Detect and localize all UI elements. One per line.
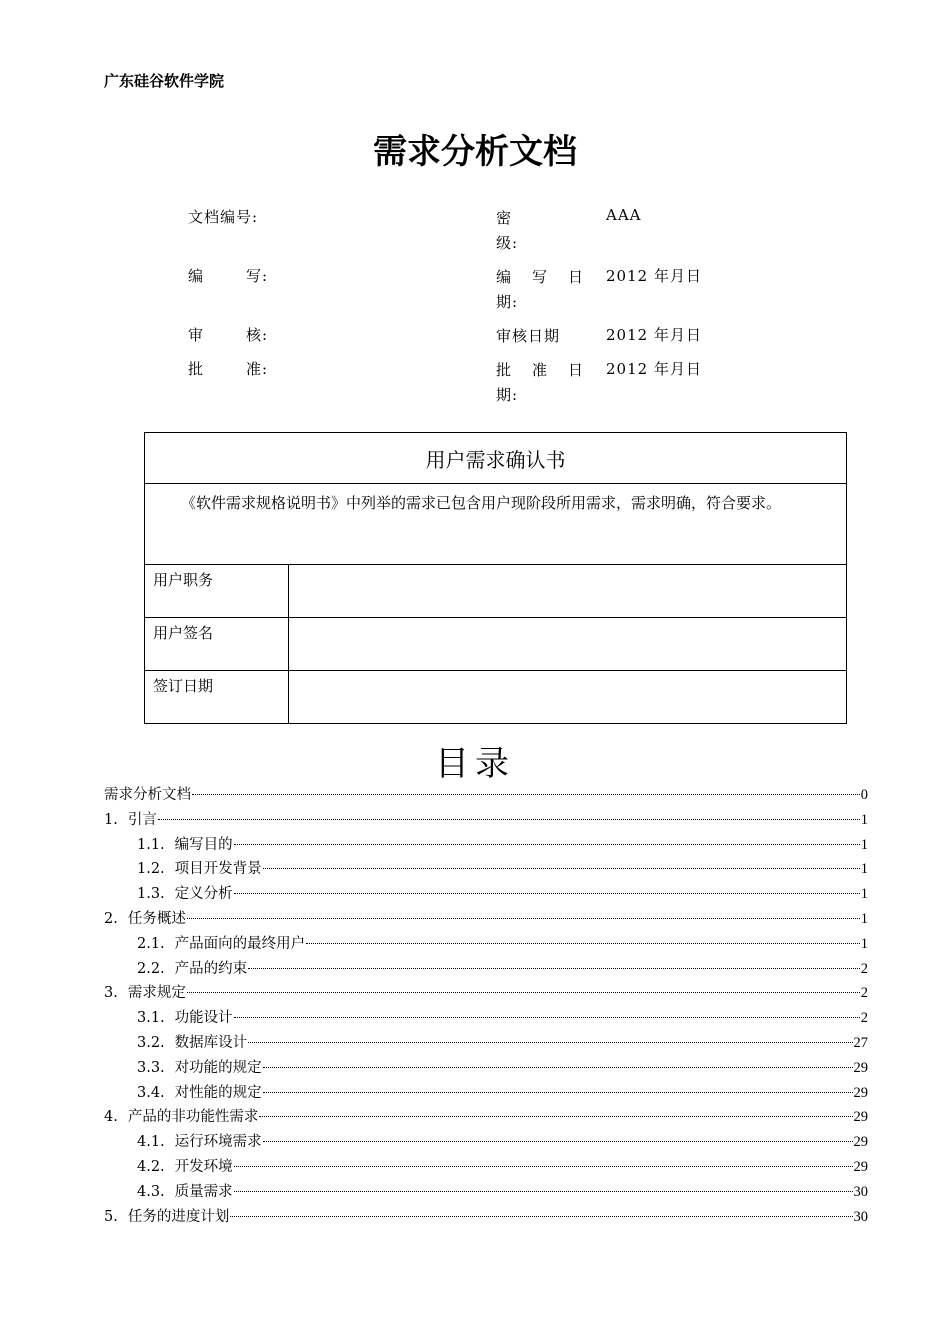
field-label-signature: 用户签名 xyxy=(145,618,289,671)
toc-entry-number: 1. xyxy=(104,811,118,828)
secret-label xyxy=(496,206,592,256)
header-org: 广东硅谷软件学院 xyxy=(104,72,225,90)
toc-entry-page: 1 xyxy=(860,836,868,853)
approve-date-label-c: 日 xyxy=(567,361,584,379)
toc-leader xyxy=(259,1116,852,1117)
toc-entry-page: 29 xyxy=(853,1109,868,1126)
toc-entry[interactable] xyxy=(104,957,868,982)
doc-no-label: 文档编号: xyxy=(188,208,259,226)
toc-leader xyxy=(248,1042,852,1043)
toc-entry-text: 引言 xyxy=(127,811,157,828)
toc-entry-number: 1.1. xyxy=(137,836,165,853)
secret-value: AAA xyxy=(606,206,642,224)
toc-leader xyxy=(234,1191,853,1192)
toc-entry[interactable] xyxy=(104,1180,868,1205)
toc-leader xyxy=(306,943,860,944)
toc-entry-page: 29 xyxy=(853,1084,868,1101)
toc-entry-page: 1 xyxy=(860,910,868,927)
reviewer-label-b: 核: xyxy=(245,326,268,344)
field-value-signature[interactable] xyxy=(289,618,847,671)
field-value-position[interactable] xyxy=(289,565,847,618)
reviewer-label xyxy=(188,324,268,345)
write-date-label xyxy=(496,265,592,315)
toc-entry-number: 3.4. xyxy=(137,1084,165,1101)
approver-label xyxy=(188,358,268,379)
toc-leader xyxy=(263,1141,853,1142)
approve-date-label-d: 期: xyxy=(496,386,519,404)
toc-entry-page: 29 xyxy=(853,1158,868,1175)
write-date-value: 2012 年月日 xyxy=(606,267,702,285)
review-date-label: 审核日期 xyxy=(496,327,561,345)
toc-entry-text: 任务的进度计划 xyxy=(127,1208,230,1225)
toc-leader xyxy=(263,1067,853,1068)
toc-entry[interactable] xyxy=(104,1205,868,1230)
writer-label-a: 编 xyxy=(188,267,205,285)
toc-entry-page: 1 xyxy=(860,861,868,878)
confirmation-body: 《软件需求规格说明书》中列举的需求已包含用户现阶段所用需求，需求明确，符合要求。 xyxy=(145,484,847,565)
toc-entry-text: 开发环境 xyxy=(174,1158,233,1175)
toc-entry[interactable] xyxy=(104,1006,868,1031)
write-date-label-c: 日 xyxy=(567,268,584,286)
toc-entry[interactable] xyxy=(104,833,868,858)
toc-entry[interactable] xyxy=(104,1056,868,1081)
toc-entry-page: 2 xyxy=(860,985,868,1002)
reviewer-label-a: 审 xyxy=(188,326,205,344)
toc-entry-text: 产品面向的最终用户 xyxy=(174,935,306,952)
toc-entry[interactable] xyxy=(104,857,868,882)
toc-entry-number: 5. xyxy=(104,1208,118,1225)
toc-entry[interactable] xyxy=(104,1105,868,1130)
toc-leader xyxy=(234,893,860,894)
toc-leader xyxy=(263,868,860,869)
toc-entry-text: 编写目的 xyxy=(174,836,233,853)
toc-leader xyxy=(192,794,860,795)
toc-entry[interactable] xyxy=(104,1081,868,1106)
toc-entry-number: 3.2. xyxy=(137,1034,165,1051)
toc-entry[interactable] xyxy=(104,932,868,957)
field-label-position: 用户职务 xyxy=(145,565,289,618)
toc-entry[interactable] xyxy=(104,783,868,808)
toc-entry-number: 4.2. xyxy=(137,1158,165,1175)
toc-entry-page: 30 xyxy=(853,1183,868,1200)
toc-leader xyxy=(234,1017,860,1018)
toc-leader xyxy=(187,918,860,919)
toc-entry-text: 需求规定 xyxy=(127,985,186,1002)
toc-entry-number: 4.3. xyxy=(137,1183,165,1200)
toc-entry-text: 产品的约束 xyxy=(174,960,248,977)
toc-entry[interactable] xyxy=(104,1130,868,1155)
toc-entry-number: 3.3. xyxy=(137,1059,165,1076)
toc-entry-page: 2 xyxy=(860,1010,868,1027)
toc-entry-page: 30 xyxy=(853,1208,868,1225)
toc-entry-number: 3. xyxy=(104,985,118,1002)
toc-entry-page: 2 xyxy=(860,960,868,977)
toc-entry-page: 29 xyxy=(853,1059,868,1076)
toc-entry-number: 3.1. xyxy=(137,1010,165,1027)
field-value-sign-date[interactable] xyxy=(289,671,847,724)
toc-entry-text: 任务概述 xyxy=(127,910,186,927)
writer-label xyxy=(188,265,268,286)
toc-entry-text: 功能设计 xyxy=(174,1010,233,1027)
toc-entry[interactable] xyxy=(104,1031,868,1056)
toc-entry-page: 29 xyxy=(853,1134,868,1151)
toc-entry[interactable] xyxy=(104,882,868,907)
toc-leader xyxy=(263,1092,853,1093)
toc-entry-page: 1 xyxy=(860,886,868,903)
toc-leader xyxy=(158,819,860,820)
approve-date-label xyxy=(496,358,592,408)
toc-entry-text: 质量需求 xyxy=(174,1183,233,1200)
write-date-label-a: 编 xyxy=(496,268,513,286)
toc-entry-page: 0 xyxy=(860,787,868,803)
toc-leader xyxy=(230,1216,852,1217)
toc-leader xyxy=(248,968,860,969)
toc-entry-text: 定义分析 xyxy=(174,886,233,903)
toc-entry[interactable] xyxy=(104,1155,868,1180)
confirmation-table xyxy=(144,432,847,724)
toc-title: 目录 xyxy=(435,744,515,784)
toc-entry-number: 4. xyxy=(104,1109,118,1126)
document-title: 需求分析文档 xyxy=(373,132,577,172)
toc-entry-number: 1.3. xyxy=(137,886,165,903)
field-label-sign-date: 签订日期 xyxy=(145,671,289,724)
approver-label-a: 批 xyxy=(188,360,205,378)
toc-entry-text: 项目开发背景 xyxy=(174,861,262,878)
secret-label-a: 密 xyxy=(496,209,513,227)
writer-label-b: 写: xyxy=(245,267,268,285)
toc-entry-number: 2. xyxy=(104,910,118,927)
approve-date-label-b: 准 xyxy=(531,361,548,379)
toc-leader xyxy=(234,1166,853,1167)
toc-leader xyxy=(187,992,860,993)
toc-entry-number: 2.2. xyxy=(137,960,165,977)
toc-entry-text: 对性能的规定 xyxy=(174,1084,262,1101)
write-date-label-d: 期: xyxy=(496,293,519,311)
approve-date-value: 2012 年月日 xyxy=(606,360,702,378)
write-date-label-b: 写 xyxy=(531,268,548,286)
toc-entry-text: 对功能的规定 xyxy=(174,1059,262,1076)
toc-entry-text: 产品的非功能性需求 xyxy=(127,1109,259,1126)
toc-entry-page: 1 xyxy=(860,811,868,828)
toc-entry[interactable] xyxy=(104,808,868,833)
toc-entry[interactable] xyxy=(104,907,868,932)
approver-label-b: 准: xyxy=(245,360,268,378)
toc-entry-number: 2.1. xyxy=(137,935,165,952)
toc-entry-text: 数据库设计 xyxy=(174,1034,248,1051)
toc-entry-number: 4.1. xyxy=(137,1134,165,1151)
toc-entry[interactable] xyxy=(104,981,868,1006)
toc-entry-page: 27 xyxy=(853,1034,868,1051)
review-date-value: 2012 年月日 xyxy=(606,326,702,344)
table-of-contents xyxy=(104,783,868,1229)
toc-entry-page: 1 xyxy=(860,935,868,952)
secret-label-b: 级: xyxy=(496,234,519,252)
toc-entry-text: 需求分析文档 xyxy=(104,787,191,803)
toc-entry-text: 运行环境需求 xyxy=(174,1134,262,1151)
approve-date-label-a: 批 xyxy=(496,361,513,379)
toc-leader xyxy=(234,844,860,845)
toc-entry-number: 1.2. xyxy=(137,861,165,878)
confirmation-title: 用户需求确认书 xyxy=(145,433,847,484)
